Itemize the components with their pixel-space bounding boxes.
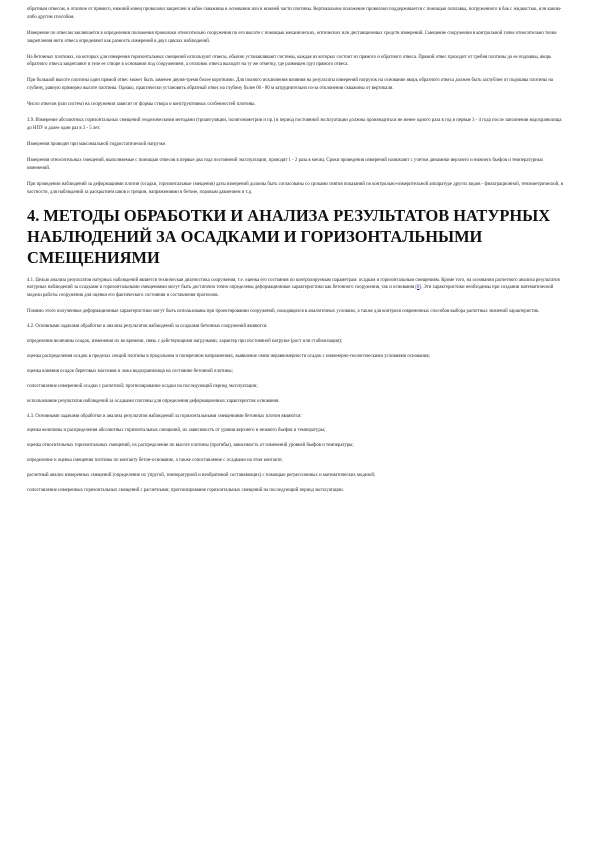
bottom-paragraphs	[27, 308, 567, 494]
paragraph: сопоставление измеренных горизонтальных смещений с расчетными; прогнозирование горизонтальных смещений на последующий период эксплуатации.	[27, 487, 344, 493]
paragraph-4-1-text-end: ]. Эти характеристики необходимы при создании математической модели работы сооружения для оценки его фактического состояния и составления прогнозов.	[27, 285, 554, 299]
paragraph: использование результатов наблюдений за осадками плотины для определения деформационных характеристик основания.	[27, 398, 280, 404]
paragraph: определение величины осадок, изменения их во времени, связь с действующими нагрузками, характер при постоянной нагрузке (рост или стабилизация);	[27, 339, 343, 345]
paragraph: При проведении наблюдений за деформациями плотин (осадки, горизонтальные смещения) даты измерений должны быть согласованы со сроками снятия показаний по контрольно-измерительной аппаратуре других видов - фильтрационной, тензометрической, в частности, для наблюдений за раскрытием швов и трещин, напряжениями в бетоне, поровым давлением и т.д.	[27, 181, 563, 195]
paragraph-4-1	[27, 277, 567, 300]
reference-link[interactable]: 8	[417, 285, 420, 291]
paragraph: оценка относительных горизонтальных смещений, их распределение по высоте плотины (прогибы), зависимость от изменений уровней бьефов и температуры;	[27, 443, 354, 449]
paragraph: Помимо этого полученные деформационные характеристики могут быть использованы при проектировании сооружений, находящихся в аналогичных условиях, а также для контроля современных способов выбора расчетных значений характеристик.	[27, 309, 540, 315]
paragraph: Измерения проводят при максимальной гидростатической нагрузке.	[27, 142, 167, 148]
paragraph: оценка величины и распределения абсолютных горизонтальных смещений, их зависимость от уровня верхнего и нижнего бьефов и температуры;	[27, 428, 326, 434]
section-heading: 4. МЕТОДЫ ОБРАБОТКИ И АНАЛИЗА РЕЗУЛЬТАТОВ НАТУРНЫХ НАБЛЮДЕНИЙ ЗА ОСАДКАМИ И ГОРИЗОНТАЛЬНЫМИ СМЕЩЕНИЯМИ	[27, 205, 551, 267]
paragraph: оценка влияния осадок береговых массивов и ложа водохранилища на состояние бетонной плотины;	[27, 368, 233, 374]
paragraph: 3.9. Измерение абсолютных горизонтальных смещений геодезическими методами (триангуляции, полигонометрии и пр.) в период постоянной эксплуатации должны производиться не менее одного раза в год в первые 3 - 4 года после заполнения водохранилища до НПУ и далее один раз в 3 - 5 лет.	[27, 118, 562, 131]
paragraph: При большой высоте плотины один прямой отвес может быть заменен двумя-тремя более короткими. Для полного исключения влияния на результаты измерений нагрузок на основание якорь обратного отвеса должен быть заглублен от подошвы плотины на глубину, равную примерно высоте плотины. Однако, практически установить обратный отвес на глубину более 60 - 80 м затруднительно из-за отклонения скважины от вертикали.	[27, 78, 554, 92]
paragraph: сопоставление измеренной осадки с расчетной; прогнозирование осадки на последующий период эксплуатации;	[27, 383, 258, 389]
paragraph: Измерение по отвесам заключается в определении положения проволоки относительно сооружения по его высоте с помощью механических, оптических или дистанционных средств измерений. Смещение сооружения в контрольной точке относительно точки закрепления нити отвеса определяют как разность измерений в двух циклах наблюдений.	[27, 30, 557, 44]
paragraph: расчетный анализ измеренных смещений (определение их упругой, температурной и необратимой составляющих) с помощью регрессионных и математических моделей;	[27, 473, 376, 479]
paragraph: Число отвесов (или систем) на сооружении зависит от формы створа и конструктивных особенностей плотины.	[27, 102, 256, 108]
paragraph-4-1-text-start: 4.1. Целью анализа результатов натурных наблюдений является техническая диагностика сооружения, т.е. оценка его состояния по контролируемым параметрам: осадкам и горизонтальным смещениям. Кромe того, на основании расчетного анализа результатов натурных наблюдений за осадками и горизонтальными смещениями могут быть достаточно точно определены деформационные характеристики как бетонного сооружения, так и основания [	[27, 277, 560, 291]
top-paragraphs	[27, 6, 567, 196]
paragraph: определение и оценка смещения плотины по контакту бетон-основание, а также сопоставление с осадками на этом контакте;	[27, 458, 283, 464]
paragraph: оценка распределения осадок в пределах секций плотины в продольном и поперечном направлениях, выявление связи неравномерности осадок с инженерно-геологическими условиями основания;	[27, 353, 430, 359]
paragraph: обратным отвесом, в отличие от прямого, нижний конец проволоки закреплен в забое скважины в основании или в нижней части плотины. Вертикальное положение проволоки поддерживается с помощью поплавка, погруженного в бак с жидкостью, или каким-либо другим способом.	[27, 7, 562, 20]
paragraph: На бетонных плотинах, на которых для измерения горизонтальных смещений используют отвесы, обычно устанавливают системы, каждая из которых состоит из прямого и обратного отвеса. Прямой отвес проходит от гребня плотины до ее подошвы, якорь обратного отвеса закрепляют в теле ее створе в основании под сооружением, а оголовок отвеса выходит на ту же отметку, где размещен груз прямого отвеса.	[27, 54, 552, 68]
paragraph: Измерения относительных смещений, выполняемые с помощью отвесов в первые два года постоянной эксплуатации, проводят 1 - 2 раза в месяц. Сроки проведения измерений назначают с учетом динамики верхнего и нижнего бьефов и температурных изменений.	[27, 158, 544, 171]
paragraph: 4.3. Основными задачами обработки и анализа результатов наблюдений за горизонтальными смещениями бетонных плотин являются:	[27, 413, 302, 419]
paragraph: 4.2. Основными задачами обработки и анализа результатов наблюдений за осадками бетонных сооружений являются:	[27, 324, 268, 330]
